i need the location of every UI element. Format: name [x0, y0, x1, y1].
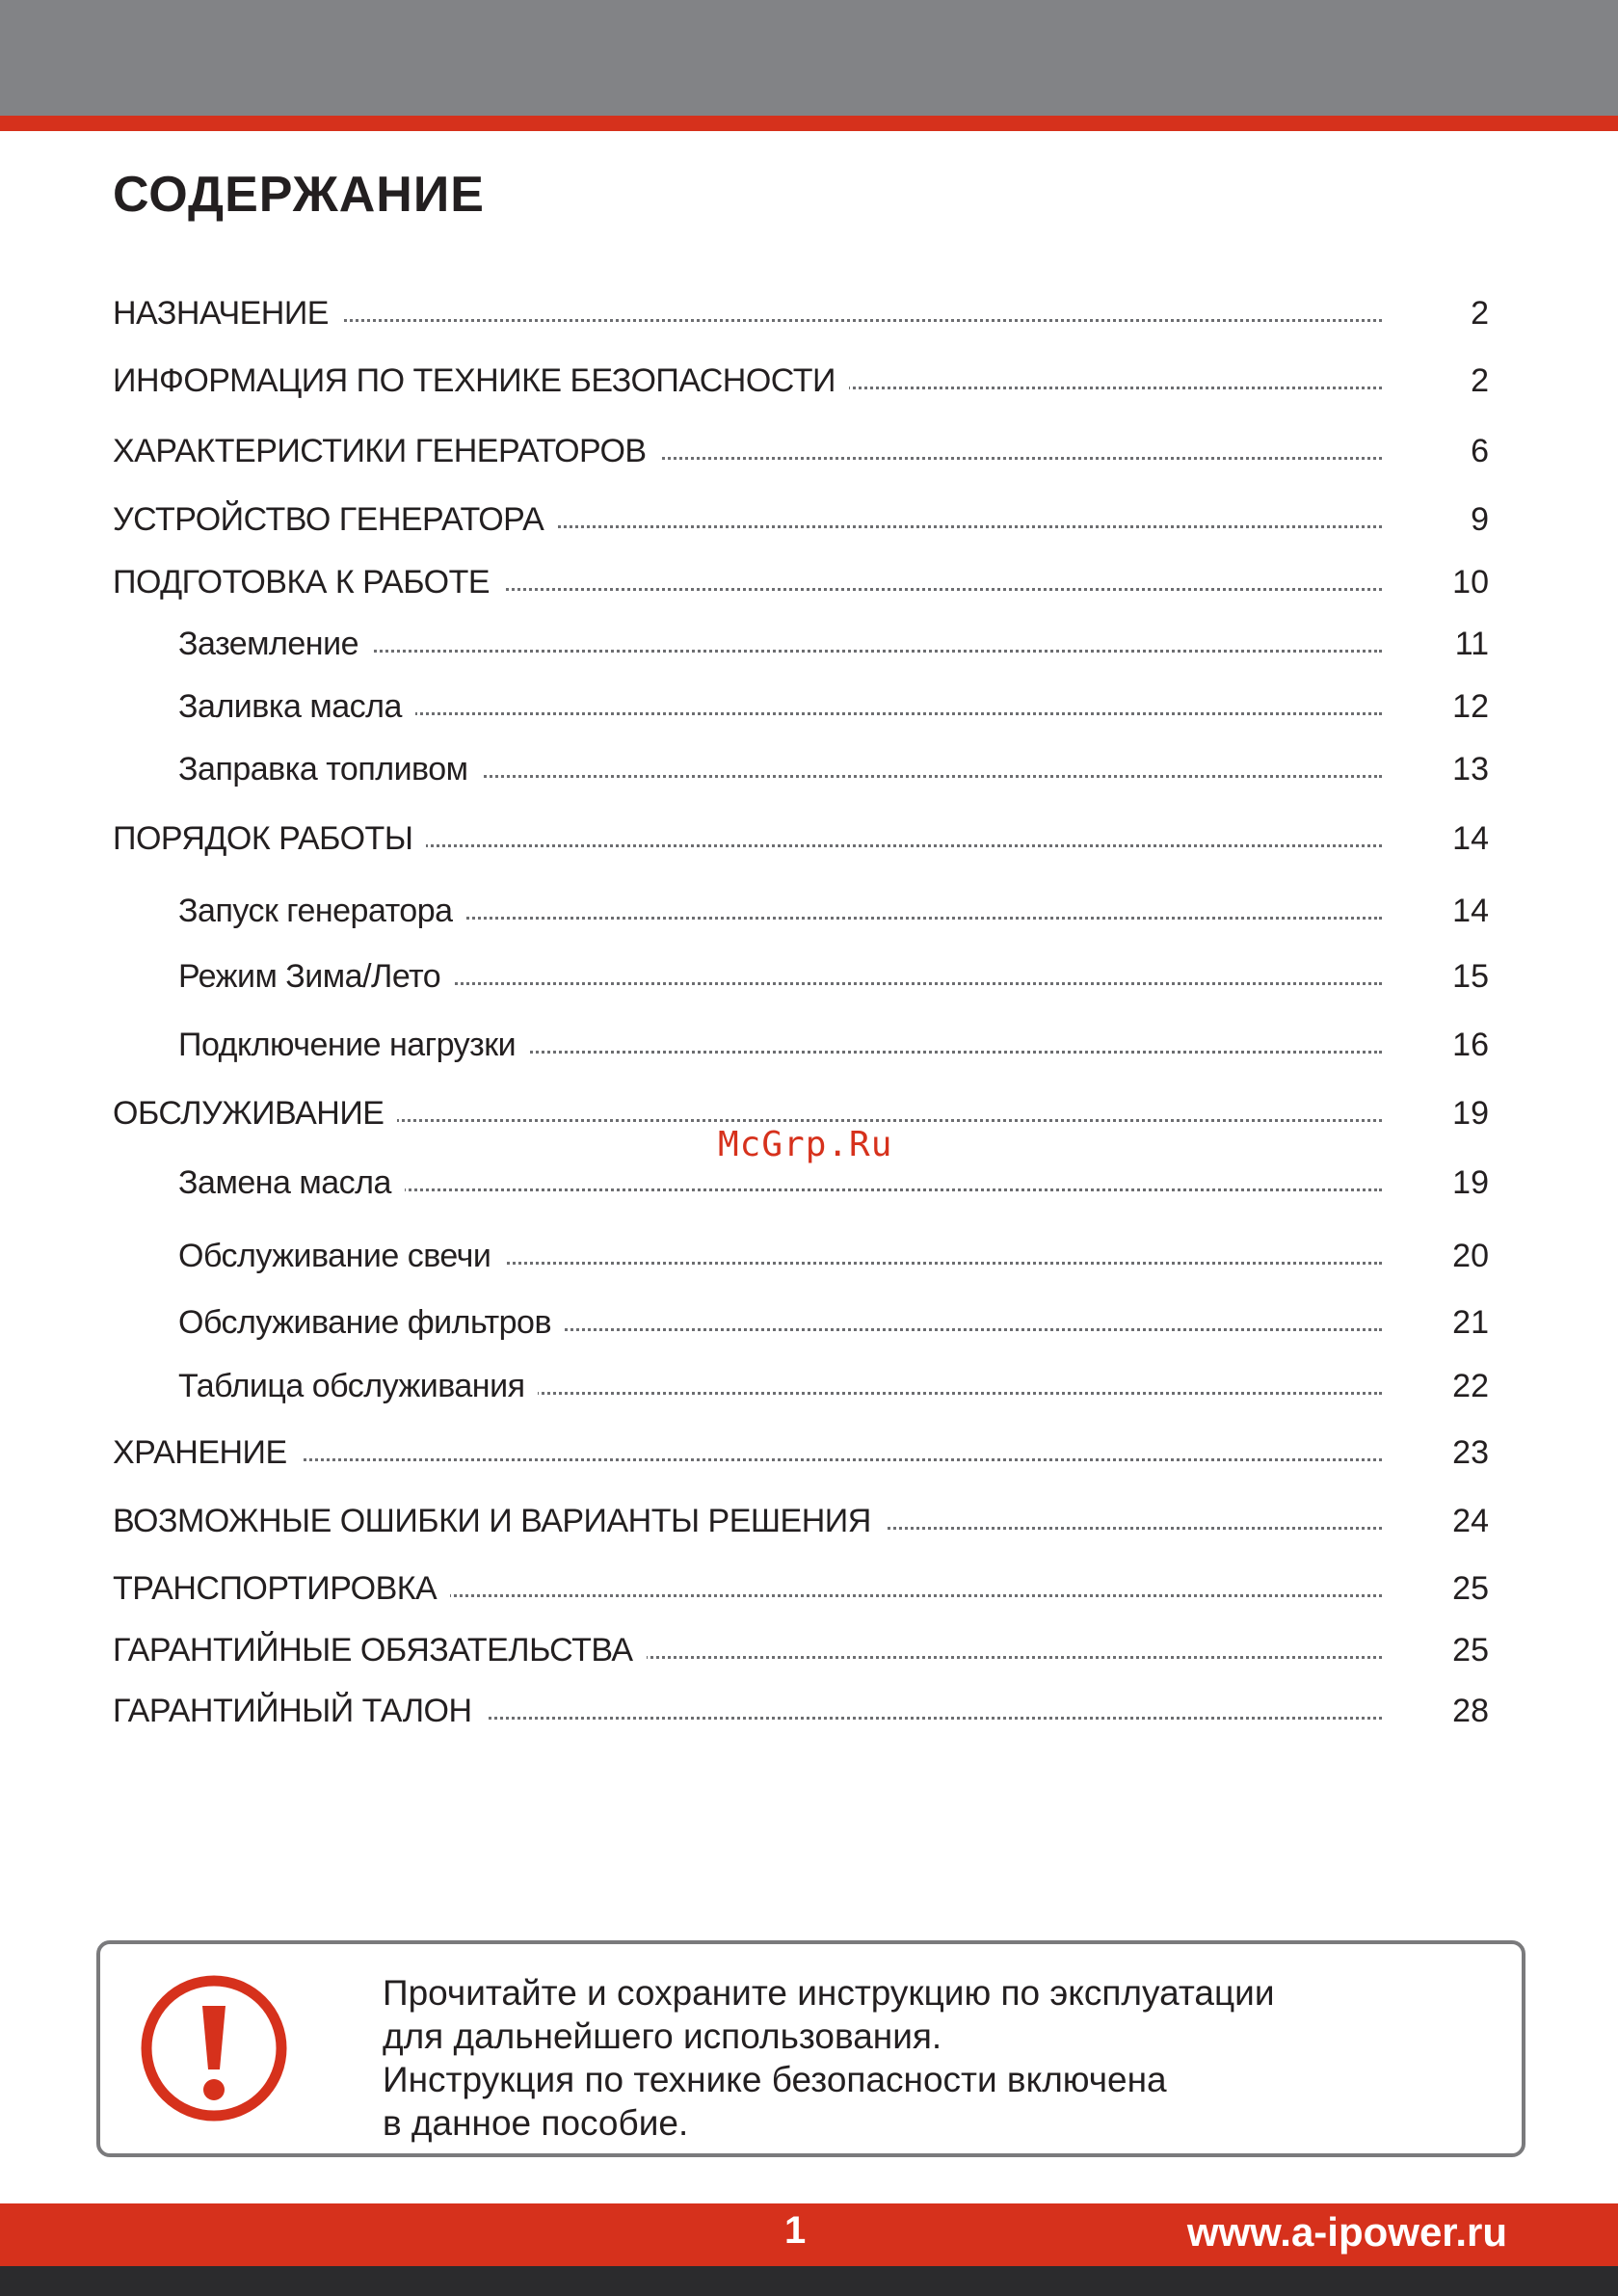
toc-entry-page: 2	[1471, 362, 1489, 399]
toc-entry-page: 15	[1452, 958, 1489, 995]
toc-entry-label: ИНФОРМАЦИЯ ПО ТЕХНИКЕ БЕЗОПАСНОСТИ	[113, 361, 849, 400]
website-link[interactable]: www.a-ipower.ru	[1186, 2209, 1507, 2255]
page-title: СОДЕРЖАНИЕ	[113, 167, 485, 223]
exclamation-circle-icon	[139, 1973, 289, 2123]
toc-entry-page: 25	[1452, 1570, 1489, 1607]
toc-entry-page: 9	[1471, 501, 1489, 538]
toc-entry-label: ВОЗМОЖНЫЕ ОШИБКИ И ВАРИАНТЫ РЕШЕНИЯ	[113, 1502, 885, 1540]
toc-entry[interactable]	[0, 687, 1618, 726]
toc-entry-page: 13	[1452, 751, 1489, 788]
toc-entry-label: Заземление	[178, 625, 372, 663]
toc-entry-page: 11	[1454, 626, 1489, 662]
toc-entry-label: ГАРАНТИЙНЫЙ ТАЛОН	[113, 1692, 486, 1730]
toc-entry-page: 6	[1471, 433, 1489, 469]
toc-entry-label: Заливка масла	[178, 687, 415, 726]
toc-entry-page: 19	[1452, 1164, 1489, 1201]
toc-entry[interactable]	[0, 1026, 1618, 1064]
toc-entry-label: Таблица обслуживания	[178, 1367, 538, 1405]
toc-entry-page: 19	[1452, 1095, 1489, 1132]
toc-entry-page: 14	[1452, 893, 1489, 929]
toc-entry-label: ПОРЯДОК РАБОТЫ	[113, 819, 426, 858]
notice-line: Инструкция по технике безопасности включена	[383, 2060, 1167, 2099]
toc-entry[interactable]	[0, 1367, 1618, 1405]
toc-entry-label: ХРАНЕНИЕ	[113, 1433, 301, 1472]
toc-entry-label: Обслуживание свечи	[178, 1237, 504, 1275]
footer-dark-band	[0, 2266, 1618, 2296]
notice-line: Прочитайте и сохраните инструкцию по эксплуатации	[383, 1973, 1275, 2013]
toc-entry[interactable]	[0, 625, 1618, 663]
watermark-text: McGrp.Ru	[718, 1125, 893, 1164]
toc-entry-label: ПОДГОТОВКА К РАБОТЕ	[113, 563, 503, 601]
toc-entry-page: 2	[1471, 295, 1489, 332]
toc-entry-page: 10	[1452, 564, 1489, 601]
toc-entry[interactable]	[0, 1502, 1618, 1540]
toc-entry[interactable]	[0, 1303, 1618, 1342]
toc-entry[interactable]	[0, 957, 1618, 996]
toc-entry[interactable]	[0, 361, 1618, 400]
toc-entry[interactable]	[0, 892, 1618, 930]
toc-entry-page: 12	[1452, 688, 1489, 725]
toc-entry[interactable]	[0, 1163, 1618, 1202]
toc-entry[interactable]	[0, 750, 1618, 788]
toc-entry-label: Обслуживание фильтров	[178, 1303, 565, 1342]
toc-entry-label: Заправка топливом	[178, 750, 482, 788]
toc-entry[interactable]	[0, 1237, 1618, 1275]
toc-entry-label: Режим Зима/Лето	[178, 957, 454, 996]
toc-entry-page: 28	[1452, 1693, 1489, 1729]
toc-entry-label: Запуск генератора	[178, 892, 466, 930]
toc-entry-label: УСТРОЙСТВО ГЕНЕРАТОРА	[113, 500, 557, 539]
toc-entry[interactable]	[0, 294, 1618, 333]
header-red-stripe	[0, 116, 1618, 131]
toc-entry[interactable]	[0, 1569, 1618, 1608]
toc-entry-page: 20	[1452, 1238, 1489, 1274]
toc-entry-page: 16	[1452, 1027, 1489, 1063]
toc-entry-page: 14	[1452, 820, 1489, 857]
toc-entry-label: Подключение нагрузки	[178, 1026, 529, 1064]
toc-entry[interactable]	[0, 432, 1618, 470]
toc-entry-page: 22	[1452, 1368, 1489, 1404]
toc-entry-label: ХАРАКТЕРИСТИКИ ГЕНЕРАТОРОВ	[113, 432, 660, 470]
toc-entry-page: 21	[1452, 1304, 1489, 1341]
header-gray-band	[0, 0, 1618, 116]
toc-entry-label: ОБСЛУЖИВАНИЕ	[113, 1094, 397, 1133]
toc-entry-page: 24	[1452, 1503, 1489, 1539]
toc-entry-page: 25	[1452, 1632, 1489, 1669]
toc-entry[interactable]	[0, 1631, 1618, 1669]
notice-line: для дальнейшего использования.	[383, 2016, 942, 2056]
toc-entry-label: ГАРАНТИЙНЫЕ ОБЯЗАТЕЛЬСТВА	[113, 1631, 647, 1669]
toc-entry[interactable]	[0, 563, 1618, 601]
toc-entry[interactable]	[0, 1433, 1618, 1472]
toc-entry-label: Замена масла	[178, 1163, 405, 1202]
notice-text	[383, 1971, 1275, 2145]
toc-entry[interactable]	[0, 819, 1618, 858]
toc-entry-label: НАЗНАЧЕНИЕ	[113, 294, 342, 333]
toc-entry[interactable]	[0, 500, 1618, 539]
toc-entry[interactable]	[0, 1692, 1618, 1730]
notice-box	[96, 1940, 1525, 2157]
toc-dot-leader	[113, 1458, 1382, 1461]
toc-entry-page: 23	[1452, 1434, 1489, 1471]
page-number: 1	[784, 2209, 807, 2252]
toc-entry-label: ТРАНСПОРТИРОВКА	[113, 1569, 450, 1608]
notice-line: в данное пособие.	[383, 2103, 689, 2143]
